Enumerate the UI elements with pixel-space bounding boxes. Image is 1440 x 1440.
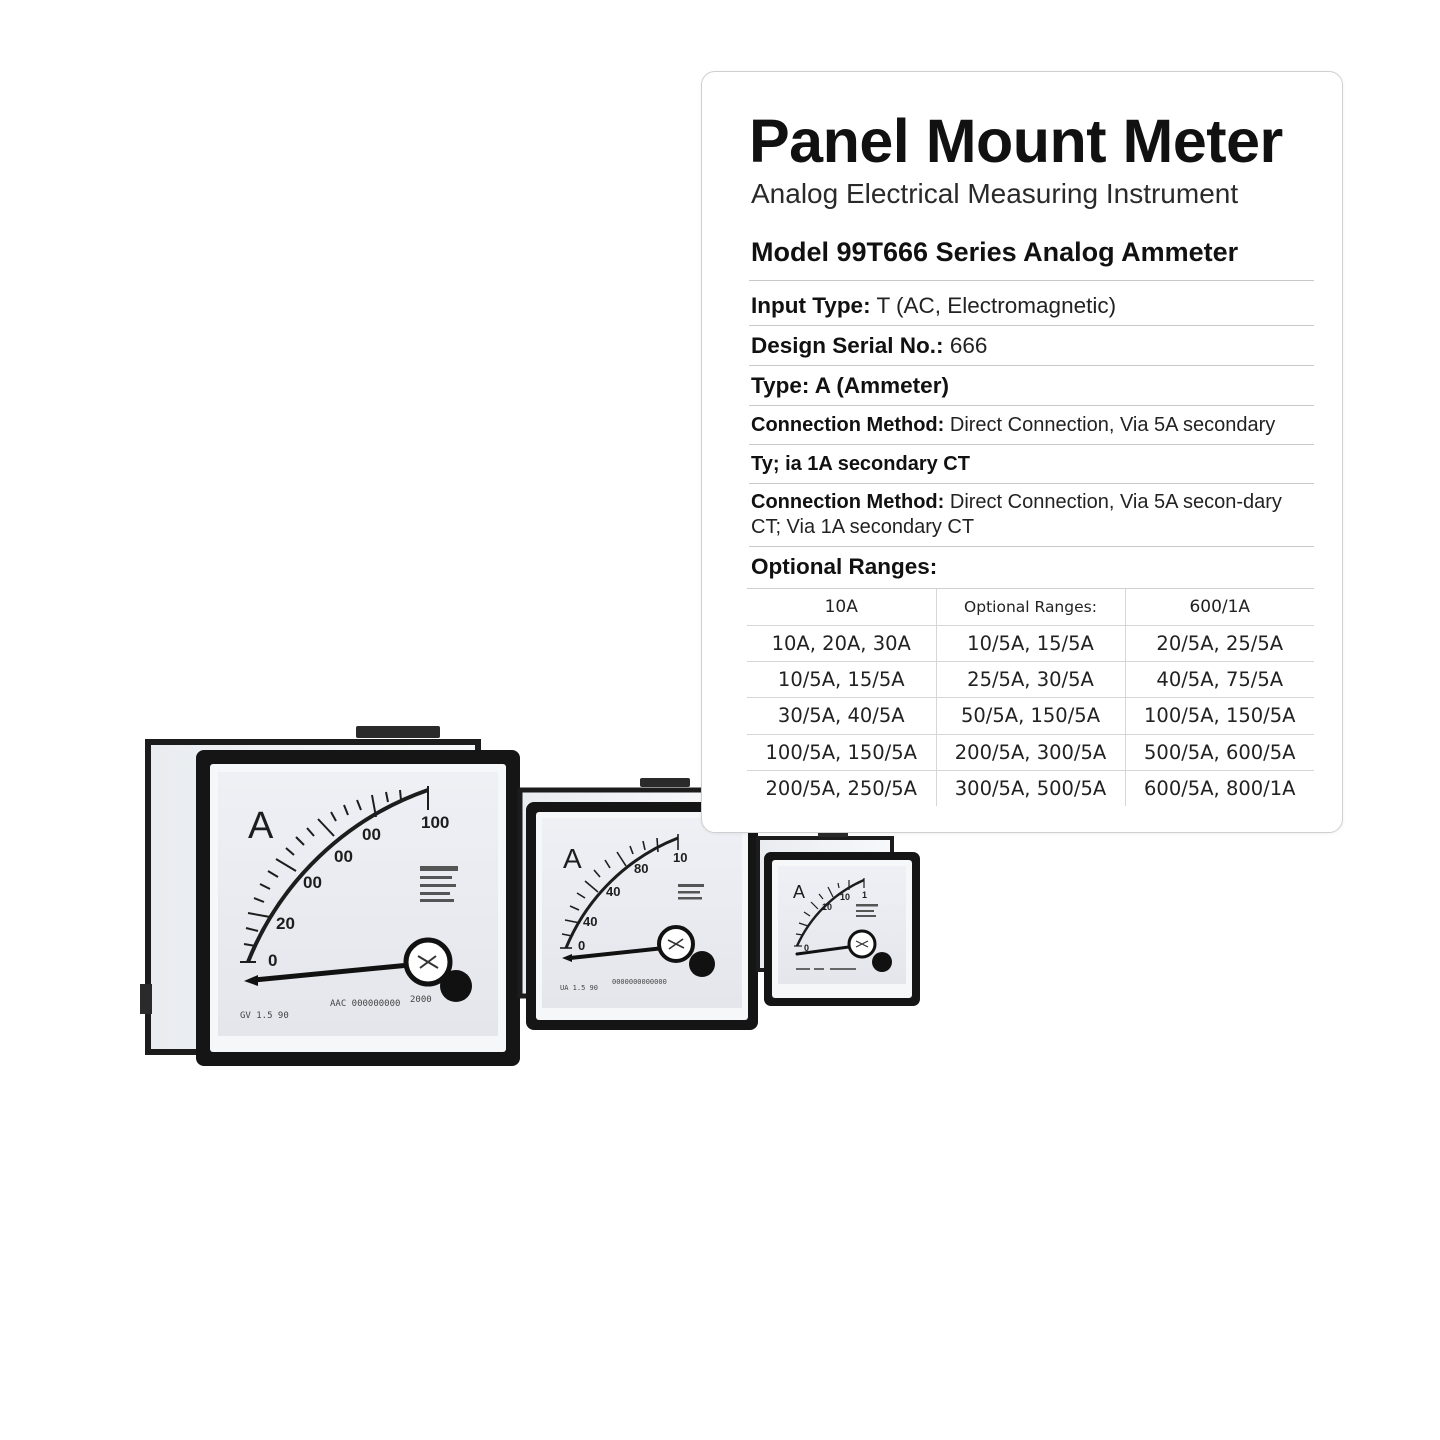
meter-large-label-b: 00 — [334, 847, 353, 866]
meter-medium-label-40a: 40 — [583, 914, 598, 929]
spec-type — [751, 373, 1316, 399]
product-title: Panel Mount Meter — [749, 107, 1283, 175]
meter-medium-label-0: 0 — [578, 938, 586, 953]
table-row — [747, 662, 1314, 698]
meter-small-label-10a: 10 — [822, 902, 833, 912]
spec-serial-no — [751, 333, 1316, 359]
table-cell: 25/5A, 30/5A — [936, 662, 1125, 698]
meter-large-label-a: 00 — [303, 873, 322, 892]
table-cell: 500/5A, 600/5A — [1125, 734, 1314, 770]
meter-large-label-0: 0 — [268, 951, 278, 970]
divider — [749, 444, 1314, 445]
meter-small-unit: A — [793, 882, 806, 902]
meter-medium-label-10: 10 — [673, 850, 688, 865]
meter-large-unit: A — [248, 805, 274, 847]
divider — [749, 546, 1314, 547]
divider — [749, 325, 1314, 326]
spec-value: T (AC, Electromagnetic) — [876, 293, 1117, 318]
table-cell: 600/5A, 800/1A — [1125, 770, 1314, 806]
ranges-header-row — [747, 589, 1314, 626]
meter-medium-plate-left: UA 1.5 90 — [560, 984, 598, 992]
table-cell: 100/5A, 150/5A — [747, 734, 936, 770]
table-cell: 30/5A, 40/5A — [747, 698, 936, 734]
meter-medium-plate-right: 0000000000000 — [612, 978, 667, 986]
meter-small-label-1: 1 — [862, 890, 868, 900]
spec-key: Design Serial No.: — [751, 333, 944, 358]
meter-small — [758, 830, 920, 1006]
table-cell: 100/5A, 150/5A — [1125, 698, 1314, 734]
divider — [749, 483, 1314, 484]
meter-large-label-20: 20 — [276, 914, 295, 933]
spec-connection-method-2 — [751, 490, 1291, 540]
meter-large-plate-left: GV 1.5 90 — [240, 1011, 289, 1021]
meter-large — [140, 726, 520, 1066]
spec-value: Direct Connection, Via 5A secon-dary CT; Via 1A secondary CT — [751, 491, 1282, 538]
spec-input-type — [751, 293, 1316, 319]
meter-large-plate-end: 2000 — [410, 995, 432, 1005]
table-cell: 300/5A, 500/5A — [936, 770, 1125, 806]
meter-small-label-0: 0 — [804, 943, 810, 953]
table-row — [747, 698, 1314, 734]
table-cell: 10/5A, 15/5A — [747, 662, 936, 698]
table-cell: 20/5A, 25/5A — [1125, 626, 1314, 662]
spec-key: Input Type: — [751, 293, 871, 318]
spec-connection-method — [751, 414, 1316, 437]
product-subtitle: Analog Electrical Measuring Instrument — [751, 178, 1239, 209]
meter-large-label-100: 100 — [421, 813, 450, 832]
table-cell: 50/5A, 150/5A — [936, 698, 1125, 734]
ranges-header: 10A — [747, 589, 936, 626]
meter-medium-label-40b: 40 — [606, 884, 621, 899]
spec-value: 666 — [949, 333, 988, 358]
spec-value: Direct Connection, Via 5A secondary — [949, 414, 1276, 436]
model-heading: Model 99T666 Series Analog Ammeter — [751, 237, 1239, 267]
table-cell: 40/5A, 75/5A — [1125, 662, 1314, 698]
spec-key: Ty; ia 1A secondary CT — [751, 453, 970, 475]
table-row — [747, 770, 1314, 806]
table-cell: 200/5A, 250/5A — [765, 776, 917, 800]
divider — [749, 280, 1314, 281]
spec-ct-line — [751, 453, 1316, 476]
table-cell: 10/5A, 15/5A — [936, 626, 1125, 662]
meter-medium-unit: A — [563, 843, 582, 874]
ranges-table — [747, 588, 1314, 806]
table-row — [747, 626, 1314, 662]
spec-key: Connection Method: — [751, 491, 945, 513]
meter-small-label-10b: 10 — [840, 892, 851, 902]
divider — [749, 405, 1314, 406]
optional-ranges-label: Optional Ranges: — [751, 554, 938, 579]
spec-key: Connection Method: — [751, 414, 945, 436]
ranges-header: Optional Ranges: — [936, 589, 1125, 626]
spec-key: Type: A (Ammeter) — [751, 373, 949, 398]
divider — [749, 365, 1314, 366]
table-cell: 200/5A, 300/5A — [936, 734, 1125, 770]
meter-medium-label-80: 80 — [634, 861, 649, 876]
spec-card — [701, 71, 1343, 833]
meter-large-plate-right: AAC 000000000 — [330, 999, 401, 1009]
meter-large-label-c: 00 — [362, 825, 381, 844]
ranges-header: 600/1A — [1125, 589, 1314, 626]
table-row — [747, 734, 1314, 770]
table-cell: 10A, 20A, 30A — [747, 626, 936, 662]
